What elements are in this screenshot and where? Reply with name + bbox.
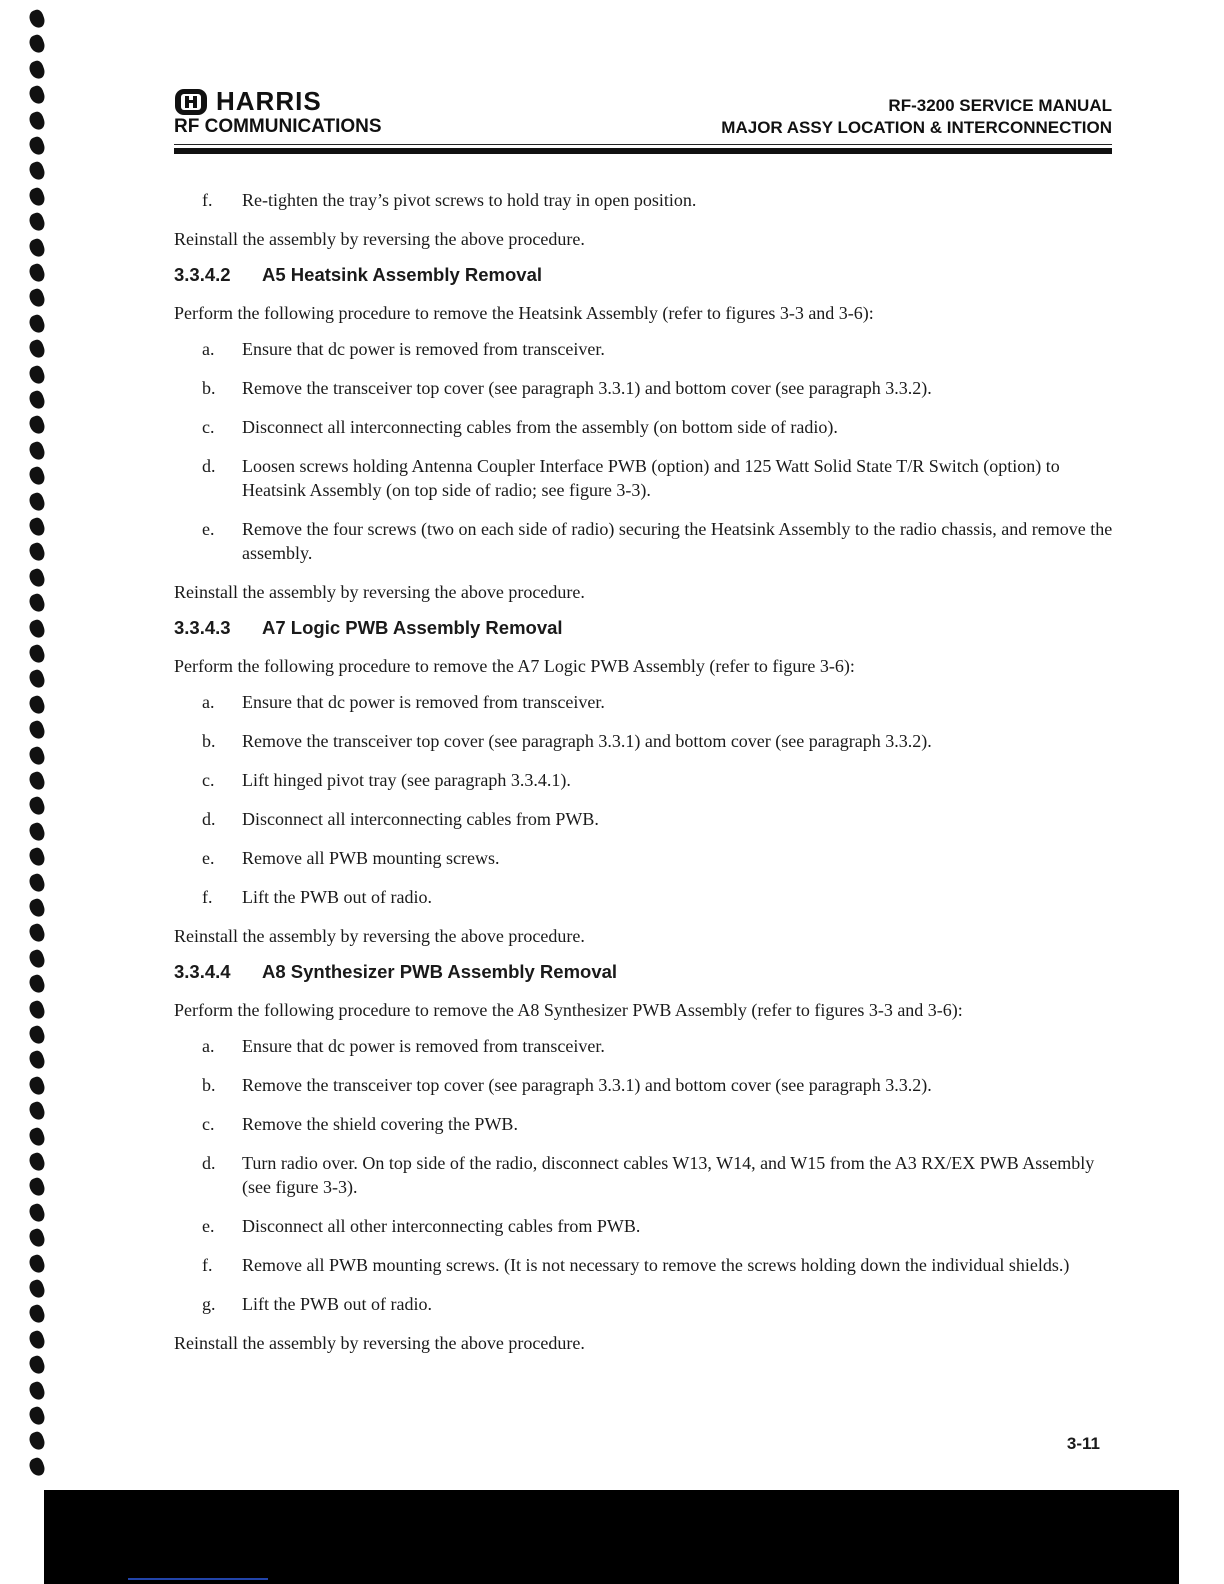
list-item bbox=[174, 1292, 1114, 1316]
binding-ring bbox=[27, 1304, 46, 1326]
step-text: Remove the four screws (two on each side of radio) securing the Heatsink Assembly to the radio chassis, and remove the assembly. bbox=[242, 519, 1113, 563]
binding-ring bbox=[27, 948, 46, 970]
step-letter: b. bbox=[202, 378, 216, 398]
list-item bbox=[174, 885, 1114, 909]
section-intro: Perform the following procedure to remove the A7 Logic PWB Assembly (refer to figure 3-6): bbox=[174, 656, 855, 676]
step-text: Disconnect all other interconnecting cables from PWB. bbox=[242, 1216, 641, 1236]
binding-ring bbox=[27, 973, 46, 995]
step-letter: e. bbox=[202, 848, 215, 868]
list-item bbox=[174, 1214, 1114, 1238]
step-letter: d. bbox=[202, 1153, 216, 1173]
section-number: 3.3.4.3 bbox=[174, 617, 231, 638]
page-body bbox=[174, 188, 1114, 1367]
binding-ring bbox=[27, 1227, 46, 1249]
list-item bbox=[174, 1253, 1114, 1277]
step-letter: c. bbox=[202, 770, 215, 790]
division-name: RF COMMUNICATIONS bbox=[174, 116, 382, 137]
binding-ring bbox=[27, 1278, 46, 1300]
list-item bbox=[174, 337, 1114, 361]
list-item bbox=[174, 1034, 1114, 1058]
binding-ring bbox=[27, 846, 46, 868]
binding-ring bbox=[27, 999, 46, 1021]
binding-ring bbox=[27, 364, 46, 386]
binding-ring bbox=[27, 1405, 46, 1427]
binding-ring bbox=[27, 1100, 46, 1122]
section-heading bbox=[174, 960, 1114, 984]
procedure-list bbox=[174, 337, 1114, 565]
step-text: Remove all PWB mounting screws. bbox=[242, 848, 500, 868]
step-text: Remove the transceiver top cover (see paragraph 3.3.1) and bottom cover (see paragraph 3.3.2). bbox=[242, 1075, 932, 1095]
step-text: Ensure that dc power is removed from transceiver. bbox=[242, 339, 605, 359]
binding-ring bbox=[27, 186, 46, 208]
binding-ring bbox=[27, 745, 46, 767]
binding-ring bbox=[27, 1075, 46, 1097]
manual-title: RF-3200 SERVICE MANUAL bbox=[888, 96, 1112, 115]
step-text: Remove the transceiver top cover (see paragraph 3.3.1) and bottom cover (see paragraph 3.3.2). bbox=[242, 731, 932, 751]
binding-ring bbox=[27, 1431, 46, 1453]
sections bbox=[174, 263, 1114, 1355]
list-item bbox=[174, 454, 1114, 502]
step-letter: b. bbox=[202, 1075, 216, 1095]
binding-ring bbox=[27, 161, 46, 183]
harris-logo-icon bbox=[174, 88, 208, 116]
page-number: 3-11 bbox=[1066, 1434, 1100, 1453]
binding-ring bbox=[27, 719, 46, 741]
scan-border bbox=[44, 1490, 1179, 1584]
binding-ring bbox=[27, 313, 46, 335]
reinstall-note: Reinstall the assembly by reversing the above procedure. bbox=[174, 229, 585, 249]
binding-ring bbox=[27, 110, 46, 132]
binding-ring bbox=[27, 516, 46, 538]
binding-ring bbox=[27, 211, 46, 233]
binding-ring bbox=[27, 669, 46, 691]
step-text: Ensure that dc power is removed from transceiver. bbox=[242, 1036, 605, 1056]
step-letter: f. bbox=[202, 190, 213, 210]
binding-ring bbox=[27, 872, 46, 894]
binding-ring bbox=[27, 8, 46, 30]
step-text: Re-tighten the tray’s pivot screws to hold tray in open position. bbox=[242, 190, 697, 210]
step-letter: e. bbox=[202, 1216, 215, 1236]
binding-ring bbox=[27, 34, 46, 56]
section-title: A7 Logic PWB Assembly Removal bbox=[262, 617, 563, 638]
step-text: Loosen screws holding Antenna Coupler Interface PWB (option) and 125 Watt Solid State T/R Switch (option) to Heatsink Assembly (on top side of radio; see figure 3-3). bbox=[242, 456, 1060, 500]
step-letter: a. bbox=[202, 692, 215, 712]
reinstall-note: Reinstall the assembly by reversing the above procedure. bbox=[174, 582, 585, 602]
step-text: Disconnect all interconnecting cables from the assembly (on bottom side of radio). bbox=[242, 417, 838, 437]
step-letter: f. bbox=[202, 1255, 213, 1275]
binding-ring bbox=[27, 135, 46, 157]
section-number: 3.3.4.4 bbox=[174, 961, 231, 982]
step-text: Ensure that dc power is removed from transceiver. bbox=[242, 692, 605, 712]
logo bbox=[174, 86, 322, 117]
binding-ring bbox=[27, 923, 46, 945]
step-letter: g. bbox=[202, 1294, 216, 1314]
binding-ring bbox=[27, 465, 46, 487]
step-text: Lift the PWB out of radio. bbox=[242, 887, 432, 907]
binding-ring bbox=[27, 415, 46, 437]
list-item bbox=[174, 517, 1114, 565]
binding-ring bbox=[27, 618, 46, 640]
binding-ring bbox=[27, 694, 46, 716]
section-title: A5 Heatsink Assembly Removal bbox=[262, 264, 543, 285]
binding-ring bbox=[27, 796, 46, 818]
binding-ring bbox=[27, 1253, 46, 1275]
header-rule-thick bbox=[174, 148, 1112, 154]
manual-subtitle: MAJOR ASSY LOCATION & INTERCONNECTION bbox=[721, 118, 1112, 137]
binding-ring bbox=[27, 1151, 46, 1173]
scan-artifact bbox=[128, 1578, 268, 1580]
binding-ring bbox=[27, 1024, 46, 1046]
list-item bbox=[174, 415, 1114, 439]
step-text: Remove all PWB mounting screws. (It is not necessary to remove the screws holding down the individual shields.) bbox=[242, 1255, 1070, 1275]
list-item bbox=[174, 807, 1114, 831]
section-title: A8 Synthesizer PWB Assembly Removal bbox=[262, 961, 618, 982]
page-header bbox=[174, 86, 1112, 156]
procedure-list bbox=[174, 690, 1114, 909]
binding-ring bbox=[27, 338, 46, 360]
section-number: 3.3.4.2 bbox=[174, 264, 231, 285]
list-item bbox=[174, 690, 1114, 714]
step-letter: b. bbox=[202, 731, 216, 751]
binding-ring bbox=[27, 1126, 46, 1148]
binding-ring bbox=[27, 288, 46, 310]
step-text: Lift the PWB out of radio. bbox=[242, 1294, 432, 1314]
binding-ring bbox=[27, 1050, 46, 1072]
step-letter: d. bbox=[202, 809, 216, 829]
list-item bbox=[174, 188, 1114, 212]
list-item bbox=[174, 1151, 1114, 1199]
binding-ring bbox=[27, 567, 46, 589]
binding-ring bbox=[27, 592, 46, 614]
step-letter: c. bbox=[202, 417, 215, 437]
list-item bbox=[174, 729, 1114, 753]
header-rule-thin bbox=[174, 144, 1112, 145]
step-letter: c. bbox=[202, 1114, 215, 1134]
binding-ring bbox=[27, 262, 46, 284]
step-text: Remove the transceiver top cover (see paragraph 3.3.1) and bottom cover (see paragraph 3.3.2). bbox=[242, 378, 932, 398]
step-letter: f. bbox=[202, 887, 213, 907]
binding-ring bbox=[27, 491, 46, 513]
binding-ring bbox=[27, 59, 46, 81]
section-intro: Perform the following procedure to remove the Heatsink Assembly (refer to figures 3-3 and 3-6): bbox=[174, 303, 874, 323]
binding-ring bbox=[27, 897, 46, 919]
binding-ring bbox=[27, 389, 46, 411]
reinstall-note: Reinstall the assembly by reversing the above procedure. bbox=[174, 1333, 585, 1353]
step-text: Remove the shield covering the PWB. bbox=[242, 1114, 518, 1134]
step-letter: d. bbox=[202, 456, 216, 476]
reinstall-note: Reinstall the assembly by reversing the above procedure. bbox=[174, 926, 585, 946]
binding-ring bbox=[27, 1354, 46, 1376]
spiral-binding bbox=[22, 0, 62, 1490]
step-letter: a. bbox=[202, 339, 215, 359]
step-text: Turn radio over. On top side of the radio, disconnect cables W13, W14, and W15 from the A3 RX/EX PWB Assembly (see figure 3-3). bbox=[242, 1153, 1095, 1197]
procedure-list bbox=[174, 1034, 1114, 1316]
binding-ring bbox=[27, 440, 46, 462]
binding-ring bbox=[27, 821, 46, 843]
binding-ring bbox=[27, 770, 46, 792]
binding-ring bbox=[27, 1456, 46, 1478]
list-item bbox=[174, 768, 1114, 792]
binding-ring bbox=[27, 237, 46, 259]
step-letter: a. bbox=[202, 1036, 215, 1056]
binding-ring bbox=[27, 1329, 46, 1351]
list-item bbox=[174, 846, 1114, 870]
list-item bbox=[174, 1112, 1114, 1136]
binding-ring bbox=[27, 1202, 46, 1224]
binding-ring bbox=[27, 1177, 46, 1199]
step-letter: e. bbox=[202, 519, 215, 539]
binding-ring bbox=[27, 643, 46, 665]
brand-name: HARRIS bbox=[216, 86, 322, 116]
binding-ring bbox=[27, 542, 46, 564]
binding-ring bbox=[27, 1380, 46, 1402]
section-intro: Perform the following procedure to remove the A8 Synthesizer PWB Assembly (refer to figures 3-3 and 3-6): bbox=[174, 1000, 963, 1020]
binding-ring bbox=[27, 84, 46, 106]
list-item bbox=[174, 1073, 1114, 1097]
section-heading bbox=[174, 616, 1114, 640]
list-item bbox=[174, 376, 1114, 400]
step-text: Disconnect all interconnecting cables from PWB. bbox=[242, 809, 599, 829]
section-heading bbox=[174, 263, 1114, 287]
step-text: Lift hinged pivot tray (see paragraph 3.3.4.1). bbox=[242, 770, 571, 790]
